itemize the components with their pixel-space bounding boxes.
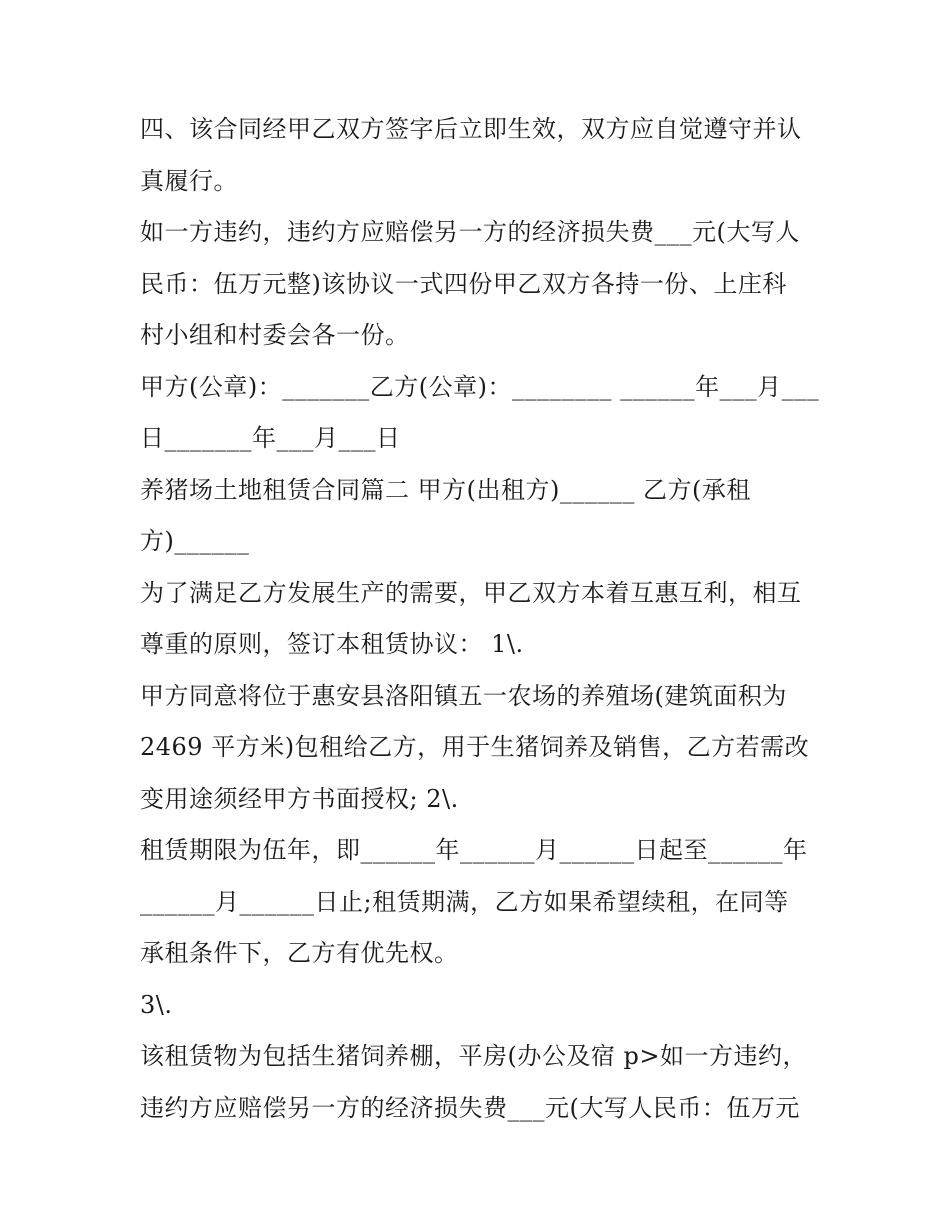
text-line: 民币：伍万元整)该协议一式四份甲乙双方各持一份、上庄科 <box>140 269 787 298</box>
text-line: 变用途须经甲方书面授权; 2\. <box>140 784 459 813</box>
text-line: 四、该合同经甲乙双方签字后立即生效，双方应自觉遵守并认 <box>140 115 802 143</box>
text-line: 为了满足乙方发展生产的需要，甲乙双方本着互惠互利，相互 <box>140 578 802 607</box>
text-line: 租赁期限为伍年，即______年______月______日起至______年 <box>140 836 808 864</box>
text-line: 日_______年___月___日 <box>140 424 401 452</box>
text-line: 真履行。 <box>140 166 238 195</box>
text-line: 如一方违约，违约方应赔偿另一方的经济损失费___元(大写人 <box>140 218 800 246</box>
document-body <box>140 104 820 1134</box>
text-line: 该租赁物为包括生猪饲养棚，平房(办公及宿 p>如一方违约， <box>140 1042 807 1070</box>
text-line: 尊重的原则，签订本租赁协议： 1\. <box>140 630 524 658</box>
text-line: 违约方应赔偿另一方的经济损失费___元(大写人民币：伍万元 <box>140 1093 800 1122</box>
text-line: 甲方(公章)：_______乙方(公章)：________ ______年___月___ <box>140 372 820 401</box>
text-line: 村小组和村委会各一份。 <box>140 321 410 349</box>
text-line: 甲方同意将位于惠安县洛阳镇五一农场的养殖场(建筑面积为 <box>140 681 787 710</box>
text-line: 养猪场土地租赁合同篇二 甲方(出租方)______ 乙方(承租 <box>140 475 751 504</box>
text-line: 承租条件下，乙方有优先权。 <box>140 939 459 967</box>
text-line: 2469 平方米)包租给乙方，用于生猪饲养及销售，乙方若需改 <box>140 733 810 761</box>
text-line: 方)______ <box>140 527 250 555</box>
text-line: 3\. <box>140 990 173 1019</box>
text-line: ______月______日止;租赁期满，乙方如果希望续租，在同等 <box>140 887 789 916</box>
